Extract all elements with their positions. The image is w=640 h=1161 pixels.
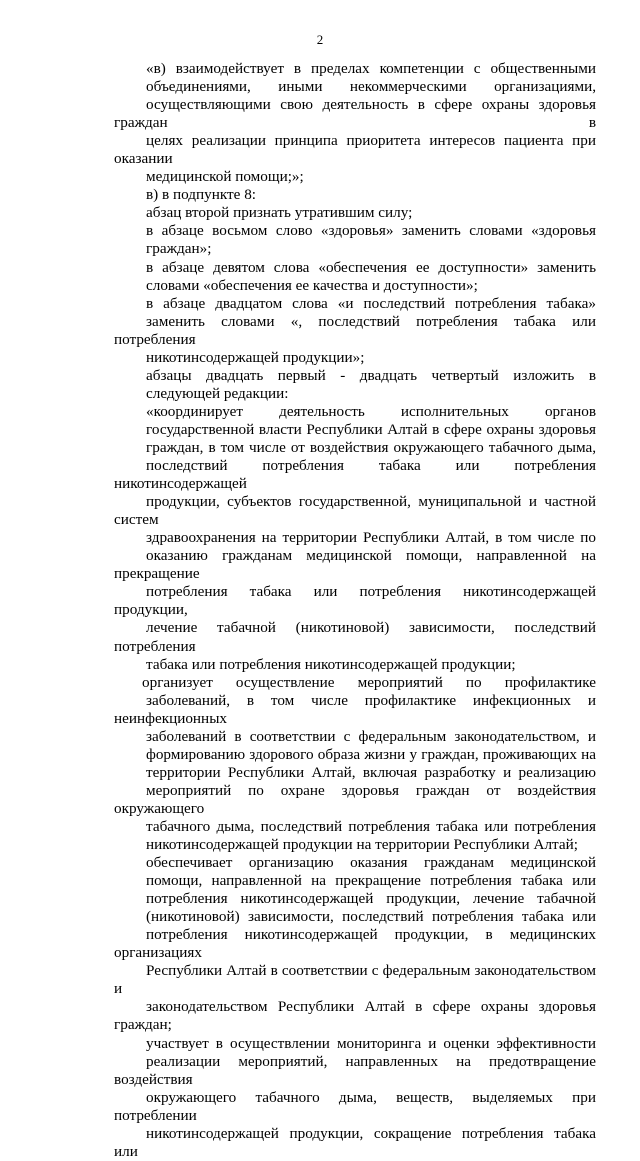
text-line: здравоохранения на территории Республики Алтай, в том числе по (146, 529, 596, 547)
text-line: словами «обеспечения ее качества и доступности»; (146, 276, 478, 294)
text-line: участвует в осуществлении мониторинга и оценки эффективности (146, 1034, 596, 1052)
text-line: абзацы двадцать первый - двадцать четвертый изложить в (146, 366, 596, 384)
text-line: законодательством Республики Алтай в сфере охраны здоровья граждан; (114, 998, 596, 1034)
text-line: в) в подпункте 8: (146, 186, 257, 204)
text-line: мероприятий по охране здоровья граждан от воздействия окружающего (114, 781, 596, 817)
text-line: в абзаце восьмом слово «здоровья» заменить словами «здоровья (146, 222, 596, 240)
text-line: объединениями, иными некоммерческими организациями, (146, 78, 596, 96)
text-line: в абзаце двадцатом слова «и последствий потребления табака» (146, 294, 596, 312)
text-line: государственной власти Республики Алтай в сфере охраны здоровья (146, 420, 596, 438)
text-line: заменить словами «, последствий потребления табака или потребления (114, 312, 596, 348)
text-line: (никотиновой) зависимости, последствий потребления табака или (146, 908, 596, 926)
text-line: помощи, направленной на прекращение потребления табака или (146, 872, 596, 890)
text-line: заболеваний, в том числе профилактике инфекционных и неинфекционных (114, 691, 596, 727)
paragraph (114, 1035, 596, 1161)
text-line: заболеваний в соответствии с федеральным законодательством, и (146, 727, 596, 745)
text-line: территории Республики Алтай, включая разработку и реализацию (146, 763, 596, 781)
paragraph (114, 854, 596, 1034)
paragraph (114, 403, 596, 674)
paragraph (114, 295, 596, 367)
text-line: следующей редакции: (146, 384, 289, 402)
text-line: оказанию гражданам медицинской помощи, направленной на прекращение (114, 547, 596, 583)
paragraph (114, 674, 596, 854)
paragraph (114, 222, 596, 258)
paragraph (114, 60, 596, 186)
paragraph (114, 204, 596, 222)
text-line: никотинсодержащей продукции, сокращение потребления табака или (114, 1124, 596, 1160)
text-line: в абзаце девятом слова «обеспечения ее доступности» заменить (146, 258, 596, 276)
text-line: окружающего табачного дыма, веществ, выделяемых при потреблении (114, 1088, 596, 1124)
page-number: 2 (316, 32, 324, 47)
text-line: обеспечивает организацию оказания гражданам медицинской (146, 854, 596, 872)
paragraph (114, 367, 596, 403)
text-line: лечение табачной (никотиновой) зависимости, последствий потребления (114, 619, 596, 655)
text-line: граждан, в том числе от воздействия окружающего табачного дыма, (146, 438, 596, 456)
text-line: формированию здорового образа жизни у граждан, проживающих на (146, 745, 596, 763)
document-body (114, 60, 596, 1161)
text-line: табачного дыма, последствий потребления табака или потребления (146, 817, 596, 835)
text-line: Республики Алтай в соответствии с федеральным законодательством и (114, 962, 596, 998)
text-line: организует осуществление мероприятий по профилактике (142, 673, 596, 691)
text-line: реализации мероприятий, направленных на предотвращение воздействия (114, 1052, 596, 1088)
text-line: продукции, субъектов государственной, муниципальной и частной систем (114, 493, 596, 529)
paragraph (114, 186, 596, 204)
text-line: последствий потребления табака или потребления никотинсодержащей (114, 457, 596, 493)
text-line: осуществляющими свою деятельность в сфере охраны здоровья граждан в (114, 96, 596, 132)
text-line: потребления никотинсодержащей продукции, в медицинских организациях (114, 926, 596, 962)
text-line: целях реализации принципа приоритета интересов пациента при оказании (114, 132, 596, 168)
text-line: «координирует деятельность исполнительных органов (146, 402, 596, 420)
text-line: потребления никотинсодержащей продукции, лечение табачной (146, 890, 596, 908)
text-line: потребления табака или потребления никотинсодержащей продукции, (114, 583, 596, 619)
paragraph (114, 259, 596, 295)
text-line: медицинской помощи;»; (146, 168, 304, 186)
text-line: граждан»; (146, 240, 212, 258)
text-line: никотинсодержащей продукции»; (146, 348, 365, 366)
text-line: «в) взаимодействует в пределах компетенции с общественными (146, 60, 596, 77)
text-line: никотинсодержащей продукции на территории Республики Алтай; (146, 836, 578, 854)
text-line: табака или потребления никотинсодержащей продукции; (146, 655, 516, 673)
text-line: абзац второй признать утратившим силу; (146, 204, 413, 222)
